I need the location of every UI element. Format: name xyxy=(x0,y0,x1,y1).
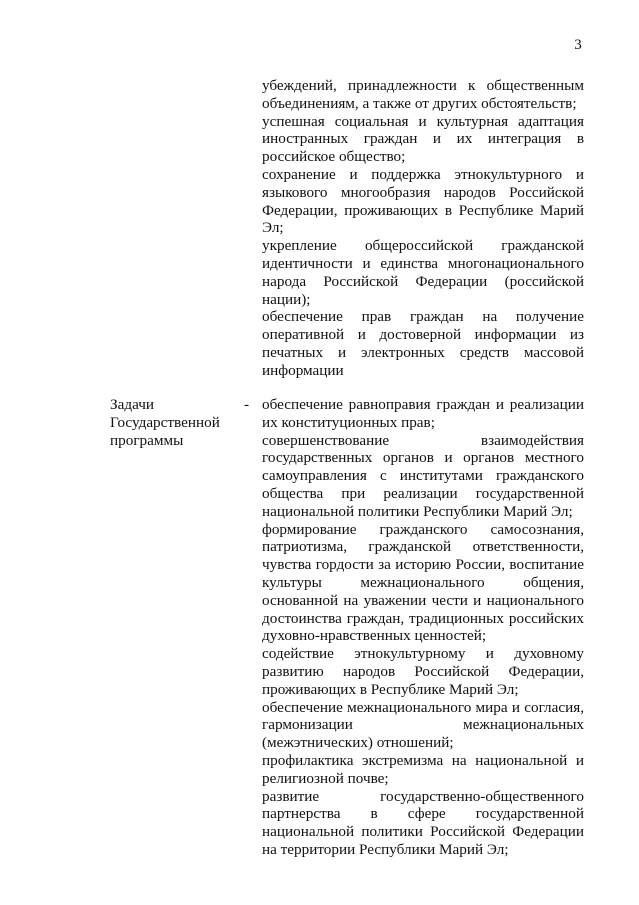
goal-paragraph: укрепление общероссийской гражданской идентичности и единства многонационального народа Российской Федерации (российской нации); xyxy=(262,237,584,308)
task-paragraph: обеспечение равноправия граждан и реализации их конституционных прав; xyxy=(262,396,584,431)
task-paragraph: профилактика экстремизма на национальной и религиозной почве; xyxy=(262,751,584,787)
task-paragraph: формирование гражданского самосознания, патриотизма, гражданской ответственности, чувства гордости за историю России, воспитание культуры межнационального общения, основанной на уважении чести и национального достоинства граждан, традиционных российских духовно-нравственных ценностей; xyxy=(262,520,584,645)
goal-paragraph: убеждений, принадлежности к общественным объединениям, а также от других обстоятельств; xyxy=(262,77,584,112)
tasks-dash: - xyxy=(244,396,250,413)
task-paragraph: содействие этнокультурному и духовному развитию народов Российской Федерации, проживающих в Республике Марий Эл; xyxy=(262,645,584,698)
goals-continuation xyxy=(262,77,584,380)
goal-paragraph: сохранение и поддержка этнокультурного и языкового многообразия народов Российской Федерации, проживающих в Республике Марий Эл; xyxy=(262,165,584,237)
tasks-label-line: Государственной xyxy=(110,413,220,431)
page-number: 3 xyxy=(574,37,582,53)
goal-paragraph: успешная социальная и культурная адаптация иностранных граждан и их интеграция в российское общество; xyxy=(262,112,584,166)
tasks-label xyxy=(110,396,228,449)
task-paragraph: развитие государственно-общественного партнерства в сфере государственной национальной политики Российской Федерации на территории Республики Марий Эл; xyxy=(262,787,584,858)
tasks-label-line: программы xyxy=(110,431,184,449)
goal-paragraph: обеспечение прав граждан на получение оперативной и достоверной информации из печатных и электронных средств массовой информации xyxy=(262,308,584,379)
tasks-list xyxy=(262,396,584,859)
task-paragraph: совершенствование взаимодействия государственных органов и органов местного самоуправления с институтами гражданского общества при реализации государственной национальной политики Республики Марий Эл; xyxy=(262,431,584,520)
task-paragraph: обеспечение межнационального мира и согласия, гармонизации межнациональных (межэтнических) отношений; xyxy=(262,698,584,752)
tasks-label-line: Задачи xyxy=(110,396,154,413)
